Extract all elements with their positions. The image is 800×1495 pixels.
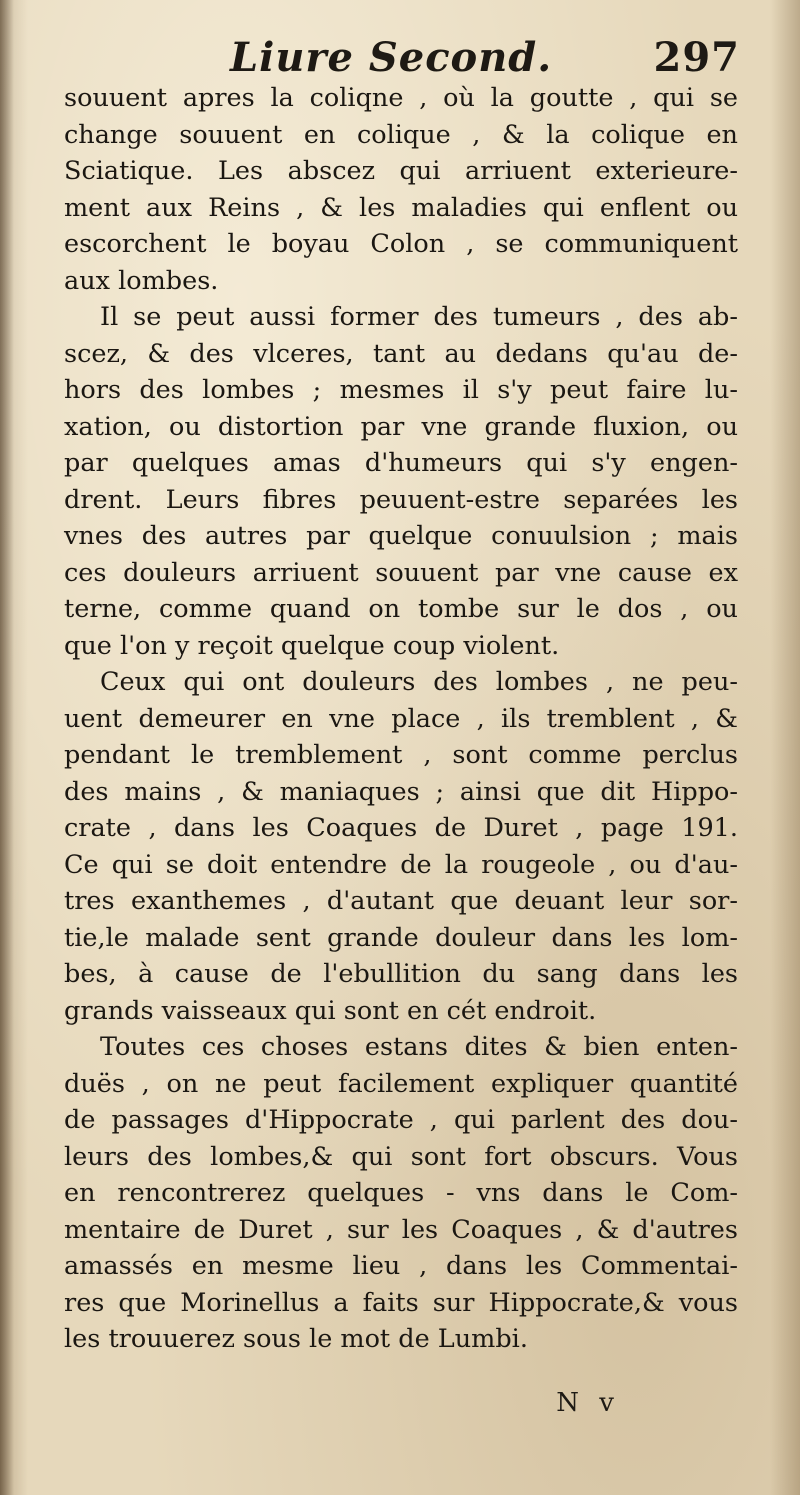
text-line: xation, ou distortion par vne grande fluxion, ou	[64, 411, 738, 442]
page-number: 297	[653, 34, 740, 81]
text-line: vnes des autres par quelque conuulsion ; mais	[64, 521, 738, 551]
text-line: res que Morinellus a faits sur Hippocrate,& vous	[64, 1287, 738, 1318]
signature-mark: N v	[556, 1388, 620, 1418]
text-line: terne, comme quand on tombe sur le dos , ou	[64, 594, 738, 624]
text-line: amassés en mesme lieu , dans les Commentai-	[64, 1251, 738, 1281]
text-line: pendant le tremblement , sont comme perclus	[64, 740, 738, 770]
text-line: drent. Leurs fibres peuuent-estre separées les	[64, 484, 738, 515]
text-line: tie,le malade sent grande douleur dans les lom-	[64, 922, 738, 953]
text-line: bes, à cause de l'ebullition du sang dans les	[64, 959, 738, 989]
text-line: ces douleurs arriuent souuent par vne cause ex	[64, 557, 738, 588]
text-line: des mains , & maniaques ; ainsi que dit Hippo-	[64, 776, 738, 807]
running-title: Liure Second.	[230, 34, 553, 81]
text-line: que l'on y reçoit quelque coup violent.	[64, 630, 560, 661]
text-line: Toutes ces choses estans dites & bien enten-	[100, 1032, 738, 1062]
text-line: tres exanthemes , d'autant que deuant leur sor-	[64, 886, 738, 916]
text-line: par quelques amas d'humeurs qui s'y engen-	[64, 448, 738, 478]
text-line: hors des lombes ; mesmes il s'y peut faire lu-	[64, 375, 738, 405]
text-line: change souuent en colique , & la colique en	[64, 119, 738, 150]
text-line: en rencontrerez quelques - vns dans le Com-	[64, 1178, 738, 1208]
page-header	[60, 28, 740, 88]
text-line: uent demeurer en vne place , ils tremblent , &	[64, 703, 738, 734]
text-line: aux lombes.	[64, 265, 219, 296]
text-line: leurs des lombes,& qui sont fort obscurs. Vous	[64, 1141, 738, 1172]
text-line: les trouuerez sous le mot de Lumbi.	[64, 1324, 528, 1354]
text-line: ment aux Reins , & les maladies qui enflent ou	[64, 192, 738, 223]
text-line: duës , on ne peut facilement expliquer quantité	[64, 1068, 738, 1099]
page-body-text	[64, 80, 738, 1358]
text-line: grands vaisseaux qui sont en cét endroit.	[64, 995, 597, 1026]
text-line: scez, & des vlceres, tant au dedans qu'au de-	[64, 338, 738, 369]
text-line: Ceux qui ont douleurs des lombes , ne peu-	[100, 667, 738, 697]
text-line: souuent apres la coliqne , où la goutte , qui se	[64, 83, 738, 113]
text-line: crate , dans les Coaques de Duret , page 191.	[64, 813, 738, 843]
text-line: escorchent le boyau Colon , se communiquent	[64, 229, 738, 259]
text-line: Ce qui se doit entendre de la rougeole , ou d'au-	[64, 849, 738, 880]
text-line: mentaire de Duret , sur les Coaques , & d'autres	[64, 1214, 738, 1245]
text-line: de passages d'Hippocrate , qui parlent des dou-	[64, 1105, 738, 1135]
text-line: Sciatique. Les abscez qui arriuent exterieure-	[64, 156, 738, 186]
spine-shadow	[0, 0, 14, 1495]
text-line: Il se peut aussi former des tumeurs , des ab-	[100, 302, 738, 332]
